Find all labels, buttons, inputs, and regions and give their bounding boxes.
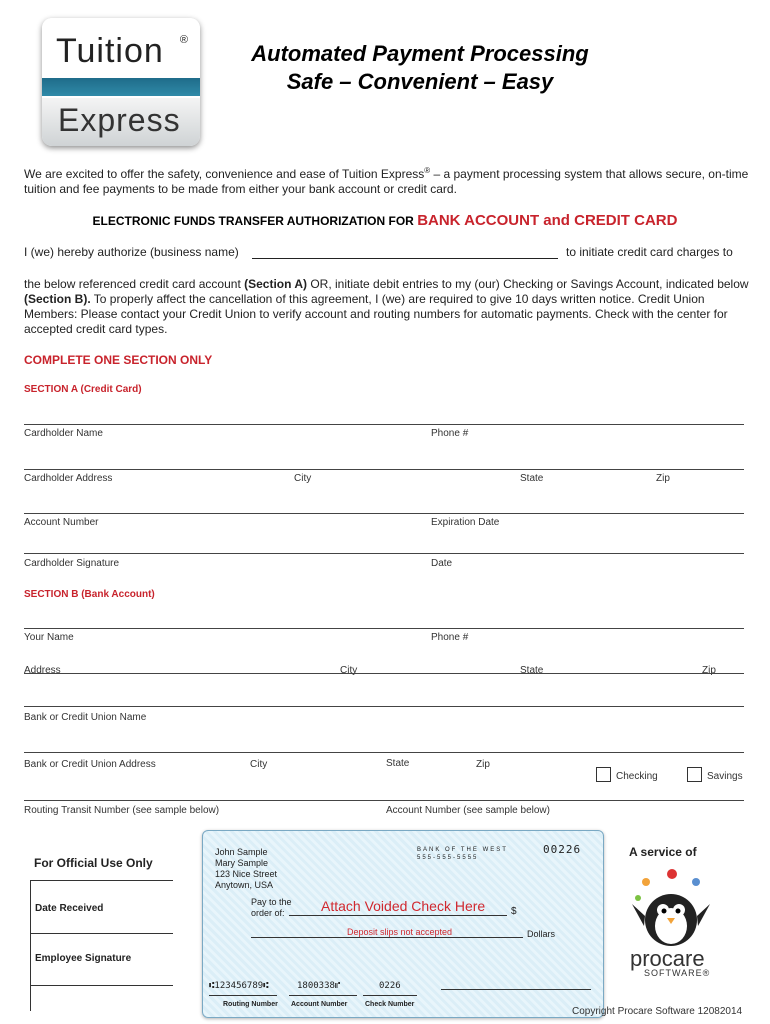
title-line-1: Automated Payment Processing bbox=[251, 41, 589, 66]
check-street: 123 Nice Street bbox=[215, 869, 278, 879]
bank-state-label: State bbox=[386, 758, 410, 769]
eft-heading bbox=[0, 212, 770, 229]
intro-part-2: – a payment processing system that allows secure, on-time tuition and fee payments to be made from either your bank account or credit card. bbox=[24, 167, 749, 196]
para-text-1: the below referenced credit card account bbox=[24, 277, 245, 291]
cardholder-address-label: Cardholder Address bbox=[24, 473, 113, 484]
address-label-b: Address bbox=[24, 665, 61, 676]
check-amount-line bbox=[251, 937, 523, 938]
micr-routing: ⑆123456789⑆ bbox=[209, 981, 269, 991]
complete-one-section: COMPLETE ONE SECTION ONLY bbox=[24, 353, 213, 367]
zip-label-b: Zip bbox=[702, 665, 716, 676]
procare-software-label: SOFTWARE® bbox=[644, 968, 711, 978]
routing-bracket bbox=[209, 995, 277, 996]
bank-city-label: City bbox=[250, 759, 268, 770]
routing-account-field[interactable] bbox=[24, 800, 744, 801]
cardholder-signature-label: Cardholder Signature bbox=[24, 558, 120, 569]
bank-zip-label: Zip bbox=[476, 759, 490, 770]
intro-reg: ® bbox=[424, 166, 431, 175]
para-bold-2: (Section B). bbox=[24, 292, 91, 306]
city-label-a: City bbox=[294, 473, 312, 484]
check-dollar-sign: $ bbox=[511, 906, 517, 917]
date-received-field[interactable] bbox=[31, 933, 173, 934]
savings-label: Savings bbox=[707, 771, 743, 782]
employee-signature-field[interactable] bbox=[31, 985, 173, 986]
logo-word-express: Express bbox=[58, 102, 181, 138]
phone-label-b: Phone # bbox=[431, 632, 469, 643]
service-of-label: A service of bbox=[629, 845, 697, 859]
account-number-caption: Account Number bbox=[291, 1001, 348, 1008]
deposit-slips-note: Deposit slips not accepted bbox=[347, 927, 453, 937]
logo-word-tuition: Tuition bbox=[56, 32, 164, 70]
para-bold-1: (Section A) bbox=[244, 277, 308, 291]
city-label-b: City bbox=[340, 665, 358, 676]
section-a-title: SECTION A (Credit Card) bbox=[24, 384, 142, 395]
procare-penguin-icon bbox=[626, 868, 716, 948]
check-number-caption: Check Number bbox=[365, 1001, 415, 1008]
address-field-b[interactable] bbox=[24, 673, 744, 674]
date-received-label: Date Received bbox=[35, 903, 104, 914]
intro-paragraph bbox=[24, 163, 749, 197]
micr-account: 1800338⑈ bbox=[297, 981, 341, 991]
state-label-a: State bbox=[520, 473, 544, 484]
check-payee-line bbox=[289, 915, 507, 916]
check-name-1: John Sample bbox=[215, 847, 268, 857]
micr-check: 0226 bbox=[379, 981, 401, 991]
bank-name-field[interactable] bbox=[24, 706, 744, 707]
cardholder-signature-field[interactable] bbox=[24, 553, 744, 554]
eft-prefix: ELECTRONIC FUNDS TRANSFER AUTHORIZATION FOR bbox=[92, 214, 418, 228]
cardholder-name-label: Cardholder Name bbox=[24, 428, 103, 439]
your-name-label: Your Name bbox=[24, 632, 74, 643]
employee-signature-label: Employee Signature bbox=[35, 953, 132, 964]
expiration-date-label: Expiration Date bbox=[431, 517, 500, 528]
account-number-field[interactable] bbox=[24, 513, 744, 514]
intro-part-1: We are excited to offer the safety, convenience and ease of Tuition Express bbox=[24, 167, 425, 181]
para-text-3: To properly affect the cancellation of this agreement, I (we) are required to give 10 days written notice. Credit Union Members: Please contact your Credit Union to verify account and routing numbers for automatic payments. Check with the center for accepted credit card types. bbox=[24, 292, 728, 336]
account-bracket bbox=[289, 995, 357, 996]
official-use-box bbox=[30, 880, 173, 1011]
check-name-2: Mary Sample bbox=[215, 858, 269, 868]
auth-right-text: to initiate credit card charges to bbox=[566, 245, 733, 259]
account-number-sample-label: Account Number (see sample below) bbox=[386, 805, 550, 816]
bank-address-label: Bank or Credit Union Address bbox=[24, 759, 156, 770]
checknum-bracket bbox=[363, 995, 417, 996]
sample-check bbox=[202, 830, 604, 1018]
check-pay-to: Pay to the bbox=[251, 897, 292, 907]
official-use-header bbox=[20, 844, 172, 880]
routing-number-label: Routing Transit Number (see sample below) bbox=[24, 805, 220, 816]
check-city: Anytown, USA bbox=[215, 880, 274, 890]
section-b-title: SECTION B (Bank Account) bbox=[24, 589, 155, 600]
check-dollars-label: Dollars bbox=[527, 929, 556, 939]
check-order-of: order of: bbox=[251, 908, 285, 918]
attach-voided-check: Attach Voided Check Here bbox=[321, 898, 486, 914]
cardholder-name-field[interactable] bbox=[24, 424, 744, 425]
title-line-2: Safe – Convenient – Easy bbox=[286, 69, 554, 94]
cardholder-address-field[interactable] bbox=[24, 469, 744, 470]
checking-checkbox[interactable] bbox=[596, 767, 611, 782]
check-bank-phone: 555-555-5555 bbox=[417, 855, 479, 861]
check-number: 00226 bbox=[543, 843, 582, 856]
authorization-paragraph bbox=[24, 277, 749, 337]
your-name-field[interactable] bbox=[24, 628, 744, 629]
auth-left-text: I (we) hereby authorize (business name) bbox=[24, 245, 239, 259]
phone-label-a: Phone # bbox=[431, 428, 469, 439]
routing-number-caption: Routing Number bbox=[223, 1001, 278, 1008]
savings-checkbox[interactable] bbox=[687, 767, 702, 782]
para-text-2: OR, initiate debit entries to my (our) Checking or Savings Account, indicated below bbox=[307, 277, 749, 291]
tuition-express-logo bbox=[42, 18, 200, 146]
check-bank-name: BANK OF THE WEST bbox=[417, 847, 508, 853]
check-signature-line bbox=[441, 989, 591, 990]
date-label-a: Date bbox=[431, 558, 453, 569]
state-label-b: State bbox=[520, 665, 544, 676]
page-title bbox=[240, 40, 600, 96]
account-number-label: Account Number bbox=[24, 517, 99, 528]
logo-registered-mark: ® bbox=[179, 34, 188, 46]
bank-name-label: Bank or Credit Union Name bbox=[24, 712, 147, 723]
eft-red: BANK ACCOUNT and CREDIT CARD bbox=[417, 212, 678, 229]
zip-label-a: Zip bbox=[656, 473, 670, 484]
bank-address-field[interactable] bbox=[24, 752, 744, 753]
procare-wordmark: procare bbox=[630, 946, 705, 971]
checking-label: Checking bbox=[616, 771, 658, 782]
business-name-field[interactable] bbox=[252, 258, 558, 259]
official-use-title: For Official Use Only bbox=[34, 856, 153, 870]
copyright: Copyright Procare Software 12082014 bbox=[572, 1006, 743, 1017]
